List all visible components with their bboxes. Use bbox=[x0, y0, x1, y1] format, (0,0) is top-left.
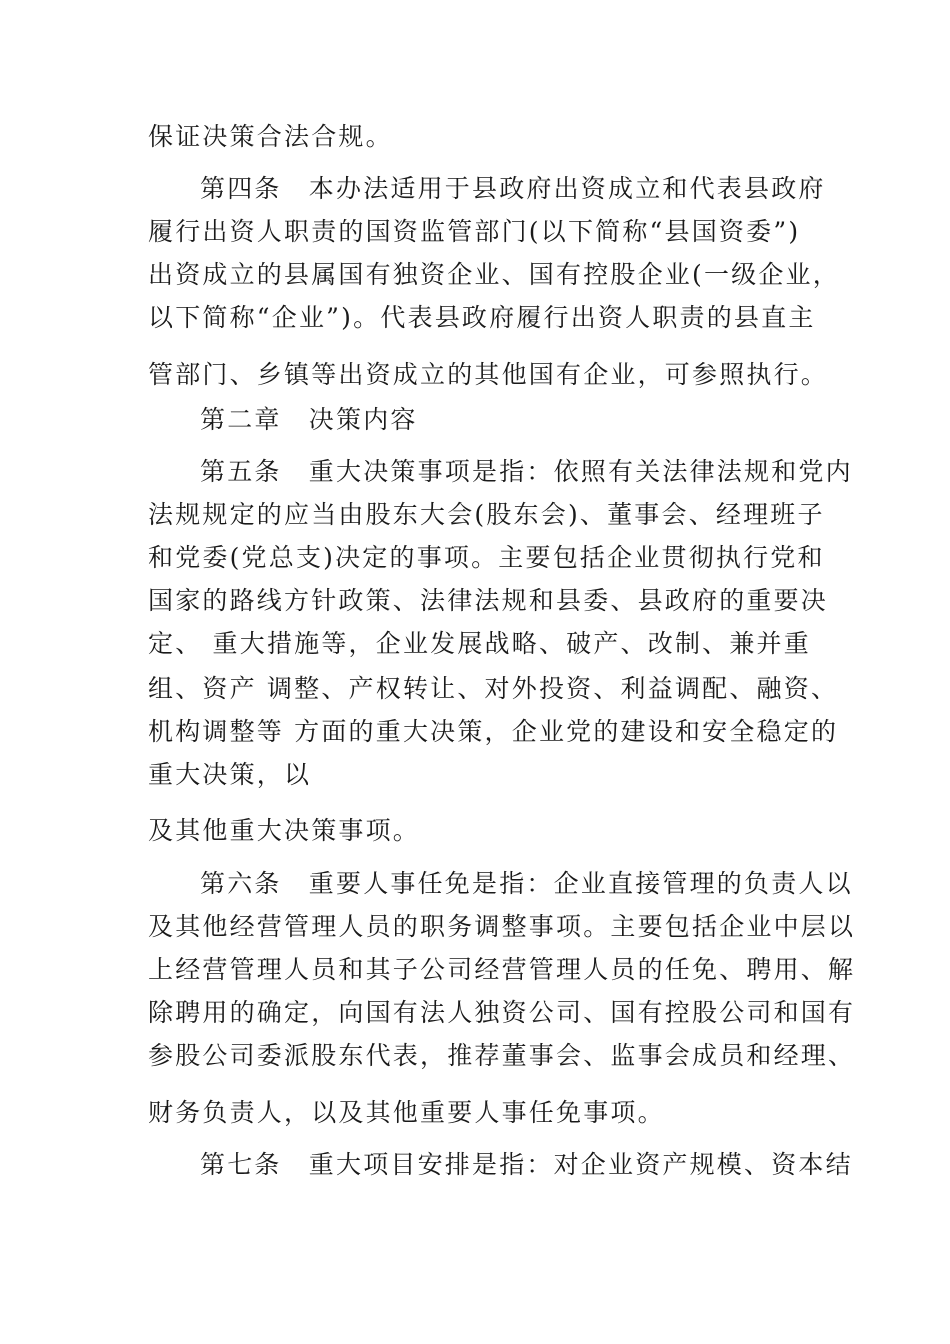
text-line-12: 定、 重大措施等，企业发展战略、破产、改制、兼并重 bbox=[148, 629, 811, 658]
text-line-14: 机构调整等 方面的重大决策，企业党的建设和安全稳定的 bbox=[148, 717, 839, 746]
text-line-3: 履行出资人职责的国资监管部门(以下简称“县国资委”) bbox=[148, 217, 801, 246]
text-line-20: 除聘用的确定，向国有法人独资公司、国有控股公司和国有 bbox=[148, 998, 856, 1027]
text-line-11: 国家的路线方针政策、法律法规和县委、县政府的重要决 bbox=[148, 586, 829, 615]
text-line-21: 参股公司委派股东代表，推荐董事会、监事会成员和经理、 bbox=[148, 1041, 856, 1070]
text-line-13: 组、资产 调整、产权转让、对外投资、利益调配、融资、 bbox=[148, 674, 839, 703]
text-line-1: 保证决策合法合规。 bbox=[148, 122, 393, 151]
text-line-10: 和党委(党总支)决定的事项。主要包括企业贯彻执行党和 bbox=[148, 543, 825, 572]
article-6-heading-line: 第六条 重要人事任免是指：企业直接管理的负责人以 bbox=[200, 869, 853, 898]
chapter-2-heading: 第二章 决策内容 bbox=[200, 405, 418, 434]
text-line-18: 及其他经营管理人员的职务调整事项。主要包括企业中层以 bbox=[148, 912, 856, 941]
article-5-heading-line: 第五条 重大决策事项是指：依照有关法律法规和党内 bbox=[200, 457, 853, 486]
text-line-19: 上经营管理人员和其子公司经营管理人员的任免、聘用、解 bbox=[148, 955, 856, 984]
article-7-heading-line: 第七条 重大项目安排是指：对企业资产规模、资本结 bbox=[200, 1150, 853, 1179]
text-line-4: 出资成立的县属国有独资企业、国有控股企业(一级企业， bbox=[148, 260, 840, 289]
text-line-15: 重大决策，以 bbox=[148, 760, 312, 789]
text-line-22: 财务负责人，以及其他重要人事任免事项。 bbox=[148, 1098, 665, 1127]
text-line-5: 以下简称“企业”)。代表县政府履行出资人职责的县直主 bbox=[148, 303, 816, 332]
text-line-9: 法规规定的应当由股东大会(股东会)、董事会、经理班子 bbox=[148, 500, 825, 529]
text-line-6: 管部门、乡镇等出资成立的其他国有企业，可参照执行。 bbox=[148, 360, 829, 389]
article-4-heading-line: 第四条 本办法适用于县政府出资成立和代表县政府 bbox=[200, 174, 826, 203]
text-line-16: 及其他重大决策事项。 bbox=[148, 816, 421, 845]
